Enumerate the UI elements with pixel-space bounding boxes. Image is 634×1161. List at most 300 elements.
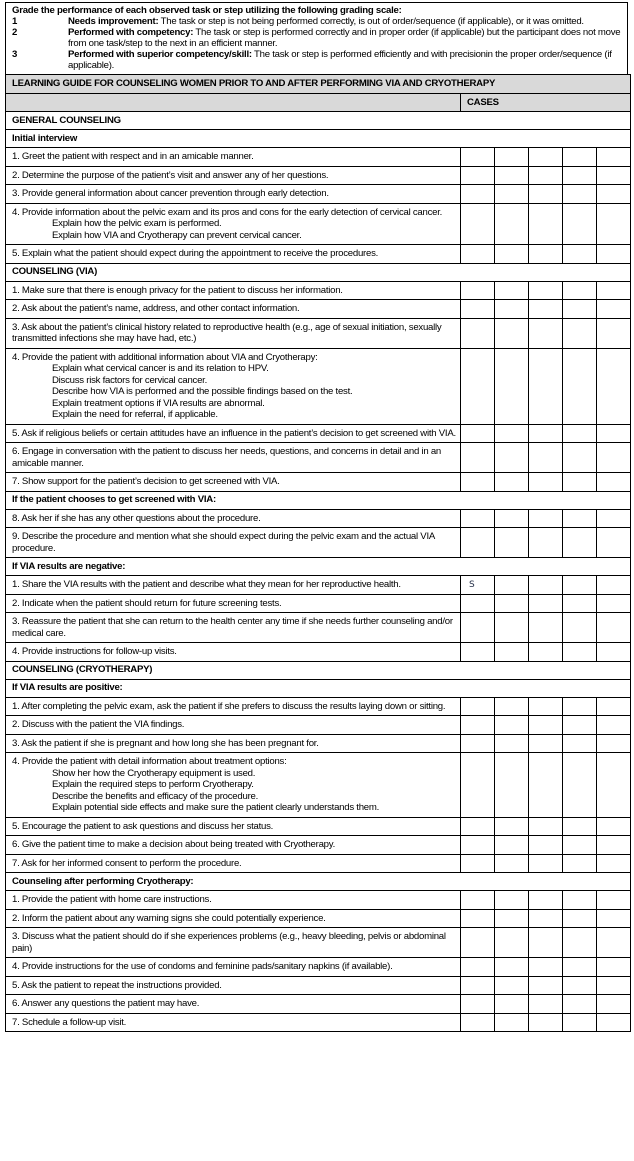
task-text: 7. Ask for her informed consent to perform the procedure. [12, 857, 242, 869]
case-4-grade-cell[interactable] [563, 854, 597, 873]
case-5-grade-cell[interactable] [597, 1013, 631, 1032]
grading-level-number: 3 [12, 49, 18, 60]
case-2-grade-cell[interactable] [495, 576, 529, 595]
task-row [6, 958, 631, 977]
case-2-grade-cell[interactable] [495, 836, 529, 855]
task-cell [6, 281, 461, 300]
case-5-grade-cell[interactable] [597, 348, 631, 424]
task-cell [6, 166, 461, 185]
grading-level-label: Performed with superior competency/skill: [68, 49, 252, 60]
subsection-initial-interview: Initial interview [6, 130, 631, 148]
case-3-grade-cell[interactable] [529, 528, 563, 558]
case-3-grade-cell[interactable] [529, 976, 563, 995]
case-2-grade-cell[interactable] [495, 697, 529, 716]
case-2-grade-cell[interactable] [495, 643, 529, 662]
case-4-grade-cell[interactable] [563, 509, 597, 528]
case-2-grade-cell[interactable] [495, 245, 529, 264]
case-4-grade-cell[interactable] [563, 753, 597, 818]
task-text: 9. Describe the procedure and mention what she should expect during the pelvic exam and the actual VIA procedure. [12, 531, 435, 554]
case-2-grade-cell[interactable] [495, 1013, 529, 1032]
case-4-grade-cell[interactable] [563, 976, 597, 995]
task-text: 3. Discuss what the patient should do if she experiences problems (e.g., heavy bleeding, pelvis or abdominal pain) [12, 931, 446, 954]
case-4-grade-cell[interactable] [563, 613, 597, 643]
cases-header-row [6, 94, 631, 112]
case-4-grade-cell[interactable] [563, 245, 597, 264]
case-4-grade-cell[interactable] [563, 891, 597, 910]
case-1-grade-cell[interactable] [461, 245, 495, 264]
case-4-grade-cell[interactable] [563, 281, 597, 300]
task-cell [6, 643, 461, 662]
case-3-grade-cell[interactable] [529, 958, 563, 977]
case-3-grade-cell[interactable] [529, 891, 563, 910]
grading-level-description: The task or step is performed correctly and in proper order (if applicable) but the participant does not move from one task/step to the next in an efficient manner. [68, 27, 621, 49]
case-3-grade-cell[interactable] [529, 928, 563, 958]
case-5-grade-cell[interactable] [597, 166, 631, 185]
task-cell [6, 976, 461, 995]
case-5-grade-cell[interactable] [597, 643, 631, 662]
subtask-text: Explain what cervical cancer is and its relation to HPV. [52, 363, 269, 374]
case-3-grade-cell[interactable] [529, 576, 563, 595]
task-cell [6, 318, 461, 348]
case-3-grade-cell[interactable] [529, 203, 563, 245]
case-3-grade-cell[interactable] [529, 148, 563, 167]
grading-scale [5, 2, 628, 74]
case-4-grade-cell[interactable] [563, 203, 597, 245]
case-1-grade-cell[interactable] [461, 203, 495, 245]
case-5-grade-cell[interactable] [597, 995, 631, 1014]
case-3-grade-cell[interactable] [529, 643, 563, 662]
case-1-grade-cell[interactable] [461, 613, 495, 643]
task-cell [6, 817, 461, 836]
case-3-grade-cell[interactable] [529, 817, 563, 836]
task-row [6, 753, 631, 818]
task-text: 4. Provide the patient with detail information about treatment options: [12, 756, 287, 767]
task-row [6, 594, 631, 613]
task-text: 4. Provide instructions for the use of condoms and feminine pads/sanitary napkins (if available). [12, 961, 393, 972]
subsection-after-cryotherapy-row [6, 873, 631, 891]
case-3-grade-cell[interactable] [529, 424, 563, 443]
task-text: 6. Engage in conversation with the patient to discuss her needs, questions, and concerns in detail and in an amicable manner. [12, 446, 441, 469]
case-4-grade-cell[interactable] [563, 928, 597, 958]
case-3-grade-cell[interactable] [529, 753, 563, 818]
case-4-grade-cell[interactable] [563, 528, 597, 558]
task-row [6, 734, 631, 753]
case-2-grade-cell[interactable] [495, 348, 529, 424]
section-counseling-via-row [6, 263, 631, 281]
task-row [6, 509, 631, 528]
task-text: 5. Explain what the patient should expect during the appointment to receive the procedures. [12, 248, 379, 259]
task-cell [6, 613, 461, 643]
case-5-grade-cell[interactable] [597, 958, 631, 977]
grading-level-number: 1 [12, 16, 18, 27]
case-2-grade-cell[interactable] [495, 594, 529, 613]
case-5-grade-cell[interactable] [597, 528, 631, 558]
case-5-grade-cell[interactable] [597, 976, 631, 995]
task-text: 2. Ask about the patient’s name, address, and other contact information. [12, 303, 300, 314]
grading-level-label: Needs improvement: [68, 16, 159, 27]
case-3-grade-cell[interactable] [529, 281, 563, 300]
grading-level-3 [12, 49, 621, 71]
case-3-grade-cell[interactable] [529, 995, 563, 1014]
task-cell [6, 995, 461, 1014]
task-row [6, 817, 631, 836]
case-2-grade-cell[interactable] [495, 613, 529, 643]
task-row [6, 976, 631, 995]
case-4-grade-cell[interactable] [563, 300, 597, 319]
case-4-grade-cell[interactable] [563, 836, 597, 855]
case-4-grade-cell[interactable] [563, 318, 597, 348]
task-row [6, 1013, 631, 1032]
case-1-grade-cell[interactable] [461, 166, 495, 185]
subtask-text: Discuss risk factors for cervical cancer. [52, 374, 208, 386]
case-2-grade-cell[interactable] [495, 424, 529, 443]
case-2-grade-cell[interactable] [495, 528, 529, 558]
task-cell [6, 891, 461, 910]
case-3-grade-cell[interactable] [529, 854, 563, 873]
grading-level-1 [12, 16, 621, 27]
task-cell [6, 300, 461, 319]
case-2-grade-cell[interactable] [495, 300, 529, 319]
case-4-grade-cell[interactable] [563, 716, 597, 735]
case-1-grade-cell[interactable] [461, 995, 495, 1014]
case-5-grade-cell[interactable] [597, 854, 631, 873]
case-5-grade-cell[interactable] [597, 753, 631, 818]
case-5-grade-cell[interactable] [597, 300, 631, 319]
case-2-grade-cell[interactable] [495, 909, 529, 928]
case-4-grade-cell[interactable] [563, 697, 597, 716]
task-row [6, 995, 631, 1014]
task-text: 1. Greet the patient with respect and in an amicable manner. [12, 151, 254, 162]
task-text: 5. Ask if religious beliefs or certain attitudes have an influence in the patient’s decision to get screened with VIA. [12, 427, 456, 439]
task-text: 7. Schedule a follow-up visit. [12, 1016, 127, 1028]
subsection-after-cryotherapy: Counseling after performing Cryotherapy: [6, 873, 631, 891]
case-5-grade-cell[interactable] [597, 928, 631, 958]
case-4-grade-cell[interactable] [563, 958, 597, 977]
task-row [6, 891, 631, 910]
task-row [6, 281, 631, 300]
case-3-grade-cell[interactable] [529, 185, 563, 204]
case-5-grade-cell[interactable] [597, 318, 631, 348]
task-text: 8. Ask her if she has any other questions about the procedure. [12, 512, 261, 524]
section-general-counseling: GENERAL COUNSELING [6, 112, 631, 130]
case-5-grade-cell[interactable] [597, 509, 631, 528]
subsection-via-positive-row [6, 679, 631, 697]
task-text: 2. Determine the purpose of the patient’s visit and answer any of her questions. [12, 169, 329, 181]
case-1-grade-cell[interactable] [461, 348, 495, 424]
task-cell [6, 443, 461, 473]
task-row [6, 348, 631, 424]
case-3-grade-cell[interactable] [529, 443, 563, 473]
case-1-grade-cell[interactable] [461, 424, 495, 443]
case-1-grade-cell[interactable] [461, 473, 495, 492]
case-1-grade-cell[interactable] [461, 854, 495, 873]
case-2-grade-cell[interactable] [495, 976, 529, 995]
task-text: 2. Discuss with the patient the VIA findings. [12, 719, 185, 730]
task-row [6, 443, 631, 473]
learning-guide-table [5, 74, 631, 1032]
case-2-grade-cell[interactable] [495, 928, 529, 958]
case-5-grade-cell[interactable] [597, 817, 631, 836]
case-4-grade-cell[interactable] [563, 995, 597, 1014]
case-1-grade-cell[interactable] [461, 836, 495, 855]
section-general-counseling-row [6, 112, 631, 130]
case-1-grade-cell[interactable] [461, 148, 495, 167]
task-cell [6, 245, 461, 264]
case-5-grade-cell[interactable] [597, 245, 631, 264]
case-2-grade-cell[interactable] [495, 473, 529, 492]
case-4-grade-cell[interactable] [563, 443, 597, 473]
subsection-initial-interview-row [6, 130, 631, 148]
case-2-grade-cell[interactable] [495, 734, 529, 753]
task-cell [6, 473, 461, 492]
case-2-grade-cell[interactable] [495, 854, 529, 873]
section-counseling-cryotherapy: COUNSELING (CRYOTHERAPY) [6, 661, 631, 679]
case-4-grade-cell[interactable] [563, 473, 597, 492]
task-cell [6, 185, 461, 204]
task-text: 2. Inform the patient about any warning signs she could potentially experience. [12, 912, 326, 924]
case-1-grade-cell[interactable] [461, 528, 495, 558]
case-3-grade-cell[interactable] [529, 509, 563, 528]
case-5-grade-cell[interactable] [597, 281, 631, 300]
grading-level-description: The task or step is performed efficiently and with precisionin the proper order/sequence (if applicable). [68, 49, 612, 71]
subsection-via-positive: If VIA results are positive: [6, 679, 631, 697]
grading-level-label: Performed with competency: [68, 27, 194, 38]
case-5-grade-cell[interactable] [597, 576, 631, 595]
case-1-grade-cell[interactable] [461, 509, 495, 528]
task-row [6, 854, 631, 873]
case-5-grade-cell[interactable] [597, 909, 631, 928]
task-row [6, 613, 631, 643]
task-cell [6, 836, 461, 855]
task-text: 3. Provide general information about cancer prevention through early detection. [12, 188, 329, 199]
case-1-grade-cell[interactable] [461, 928, 495, 958]
task-row [6, 148, 631, 167]
task-cell [6, 424, 461, 443]
case-1-grade-cell[interactable] [461, 976, 495, 995]
task-cell [6, 509, 461, 528]
subtask-text: Explain the need for referral, if applicable. [52, 409, 218, 420]
case-2-grade-cell[interactable] [495, 753, 529, 818]
task-cell [6, 594, 461, 613]
task-cell [6, 348, 461, 424]
task-row [6, 424, 631, 443]
case-5-grade-cell[interactable] [597, 891, 631, 910]
task-row [6, 166, 631, 185]
case-3-grade-cell[interactable] [529, 473, 563, 492]
task-text: 4. Provide the patient with additional information about VIA and Cryotherapy: [12, 351, 318, 363]
case-4-grade-cell[interactable] [563, 643, 597, 662]
case-2-grade-cell[interactable] [495, 281, 529, 300]
case-1-grade-cell[interactable] [461, 185, 495, 204]
case-5-grade-cell[interactable] [597, 185, 631, 204]
case-4-grade-cell[interactable] [563, 185, 597, 204]
task-cell [6, 909, 461, 928]
guide-title-row [6, 75, 631, 94]
case-4-grade-cell[interactable] [563, 594, 597, 613]
task-text: 2. Indicate when the patient should return for future screening tests. [12, 597, 282, 609]
task-row [6, 528, 631, 558]
subtask-text: Explain how VIA and Cryotherapy can prevent cervical cancer. [52, 229, 302, 241]
case-3-grade-cell[interactable] [529, 697, 563, 716]
section-counseling-via: COUNSELING (VIA) [6, 263, 631, 281]
task-row [6, 928, 631, 958]
case-5-grade-cell[interactable] [597, 836, 631, 855]
case-3-grade-cell[interactable] [529, 348, 563, 424]
case-3-grade-cell[interactable] [529, 1013, 563, 1032]
task-cell [6, 576, 461, 595]
case-4-grade-cell[interactable] [563, 1013, 597, 1032]
task-row [6, 716, 631, 735]
task-cell [6, 203, 461, 245]
case-1-grade-cell[interactable] [461, 734, 495, 753]
task-cell [6, 697, 461, 716]
case-3-grade-cell[interactable] [529, 716, 563, 735]
subtask-text: Explain the required steps to perform Cryotherapy. [52, 779, 254, 790]
case-1-grade-cell[interactable] [461, 281, 495, 300]
task-text: 7. Show support for the patient’s decision to get screened with VIA. [12, 476, 280, 487]
case-3-grade-cell[interactable] [529, 166, 563, 185]
case-5-grade-cell[interactable] [597, 473, 631, 492]
subtask-text: Explain treatment options if VIA results are abnormal. [52, 397, 265, 409]
case-5-grade-cell[interactable] [597, 716, 631, 735]
subsection-chooses-via-row [6, 491, 631, 509]
task-cell [6, 928, 461, 958]
task-cell [6, 716, 461, 735]
case-3-grade-cell[interactable] [529, 734, 563, 753]
case-3-grade-cell[interactable] [529, 300, 563, 319]
case-2-grade-cell[interactable] [495, 891, 529, 910]
case-4-grade-cell[interactable] [563, 817, 597, 836]
case-1-grade-cell[interactable] [461, 318, 495, 348]
task-text: 5. Encourage the patient to ask questions and discuss her status. [12, 820, 274, 832]
case-5-grade-cell[interactable] [597, 148, 631, 167]
case-2-grade-cell[interactable] [495, 958, 529, 977]
case-2-grade-cell[interactable] [495, 817, 529, 836]
task-text: 4. Provide instructions for follow-up visits. [12, 646, 177, 657]
subsection-via-negative: If VIA results are negative: [6, 558, 631, 576]
task-text: 3. Ask about the patient’s clinical history related to reproductive health (e.g., age of sexual initiation, sexually transmitted infections she may have had, etc.) [12, 321, 442, 344]
case-2-grade-cell[interactable] [495, 509, 529, 528]
case-2-grade-cell[interactable] [495, 995, 529, 1014]
case-2-grade-cell[interactable] [495, 203, 529, 245]
grading-level-number: 2 [12, 27, 18, 38]
task-text: 3. Reassure the patient that she can return to the health center any time if she needs further counseling and/or medical care. [12, 616, 453, 639]
task-text: 1. Provide the patient with home care instructions. [12, 894, 212, 905]
task-row [6, 909, 631, 928]
learning-guide-page [5, 2, 628, 1032]
case-2-grade-cell[interactable] [495, 716, 529, 735]
case-5-grade-cell[interactable] [597, 594, 631, 613]
case-1-grade-cell[interactable] [461, 643, 495, 662]
task-row [6, 318, 631, 348]
subtask-text: Explain potential side effects and make sure the patient clearly understands them. [52, 802, 380, 813]
case-2-grade-cell[interactable] [495, 318, 529, 348]
grading-level-description: The task or step is not being performed correctly, is out of order/sequence (if applicable), or it was omitted. [158, 16, 584, 27]
case-4-grade-cell[interactable] [563, 909, 597, 928]
case-2-grade-cell[interactable] [495, 148, 529, 167]
task-cell [6, 854, 461, 873]
task-text: 1. After completing the pelvic exam, ask the patient if she prefers to discuss the results laying down or sitting. [12, 700, 446, 712]
task-cell [6, 1013, 461, 1032]
task-cell [6, 958, 461, 977]
task-text: 1. Make sure that there is enough privacy for the patient to discuss her information. [12, 284, 343, 296]
task-row [6, 203, 631, 245]
grade-mark: S [469, 580, 475, 590]
subsection-via-negative-row [6, 558, 631, 576]
section-counseling-cryotherapy-row [6, 661, 631, 679]
case-5-grade-cell[interactable] [597, 443, 631, 473]
case-2-grade-cell[interactable] [495, 443, 529, 473]
case-5-grade-cell[interactable] [597, 613, 631, 643]
case-1-grade-cell[interactable] [461, 909, 495, 928]
case-1-grade-cell[interactable] [461, 697, 495, 716]
case-1-grade-cell[interactable] [461, 958, 495, 977]
subtask-text: Explain how the pelvic exam is performed. [52, 218, 222, 229]
case-4-grade-cell[interactable] [563, 424, 597, 443]
case-1-grade-cell[interactable] [461, 594, 495, 613]
case-5-grade-cell[interactable] [597, 697, 631, 716]
case-1-grade-cell[interactable] [461, 443, 495, 473]
case-1-grade-cell[interactable] [461, 1013, 495, 1032]
case-3-grade-cell[interactable] [529, 318, 563, 348]
task-row [6, 576, 631, 595]
task-text: 6. Answer any questions the patient may have. [12, 998, 200, 1009]
case-3-grade-cell[interactable] [529, 836, 563, 855]
subtask-text: Describe the benefits and efficacy of the procedure. [52, 790, 259, 802]
task-row [6, 185, 631, 204]
case-3-grade-cell[interactable] [529, 909, 563, 928]
guide-title: LEARNING GUIDE FOR COUNSELING WOMEN PRIOR TO AND AFTER PERFORMING VIA AND CRYOTHERAPY [6, 75, 631, 94]
task-text: 6. Give the patient time to make a decision about being treated with Cryotherapy. [12, 839, 336, 850]
task-cell [6, 734, 461, 753]
case-1-grade-cell[interactable] [461, 300, 495, 319]
task-cell [6, 528, 461, 558]
task-row [6, 473, 631, 492]
case-1-grade-cell[interactable] [461, 891, 495, 910]
case-4-grade-cell[interactable] [563, 148, 597, 167]
subsection-chooses-via: If the patient chooses to get screened with VIA: [6, 491, 631, 509]
task-text: 4. Provide information about the pelvic exam and its pros and cons for the early detection of cervical cancer. [12, 206, 443, 218]
case-4-grade-cell[interactable] [563, 576, 597, 595]
case-3-grade-cell[interactable] [529, 594, 563, 613]
task-text: 1. Share the VIA results with the patient and describe what they mean for her reproductive health. [12, 579, 401, 590]
case-4-grade-cell[interactable] [563, 166, 597, 185]
case-5-grade-cell[interactable] [597, 734, 631, 753]
case-2-grade-cell[interactable] [495, 166, 529, 185]
case-5-grade-cell[interactable] [597, 203, 631, 245]
case-4-grade-cell[interactable] [563, 734, 597, 753]
cases-header: CASES [461, 94, 631, 112]
case-1-grade-cell[interactable] [461, 576, 495, 595]
task-text: 3. Ask the patient if she is pregnant and how long she has been pregnant for. [12, 737, 319, 749]
case-3-grade-cell[interactable] [529, 245, 563, 264]
task-row [6, 836, 631, 855]
case-5-grade-cell[interactable] [597, 424, 631, 443]
grading-level-2 [12, 27, 621, 49]
task-text: 5. Ask the patient to repeat the instructions provided. [12, 979, 222, 991]
case-1-grade-cell[interactable] [461, 753, 495, 818]
case-2-grade-cell[interactable] [495, 185, 529, 204]
case-4-grade-cell[interactable] [563, 348, 597, 424]
subtask-text: Describe how VIA is performed and the possible findings based on the test. [52, 386, 353, 397]
case-1-grade-cell[interactable] [461, 817, 495, 836]
case-3-grade-cell[interactable] [529, 613, 563, 643]
task-row [6, 300, 631, 319]
task-row [6, 245, 631, 264]
task-cell [6, 148, 461, 167]
task-row [6, 697, 631, 716]
case-1-grade-cell[interactable] [461, 716, 495, 735]
